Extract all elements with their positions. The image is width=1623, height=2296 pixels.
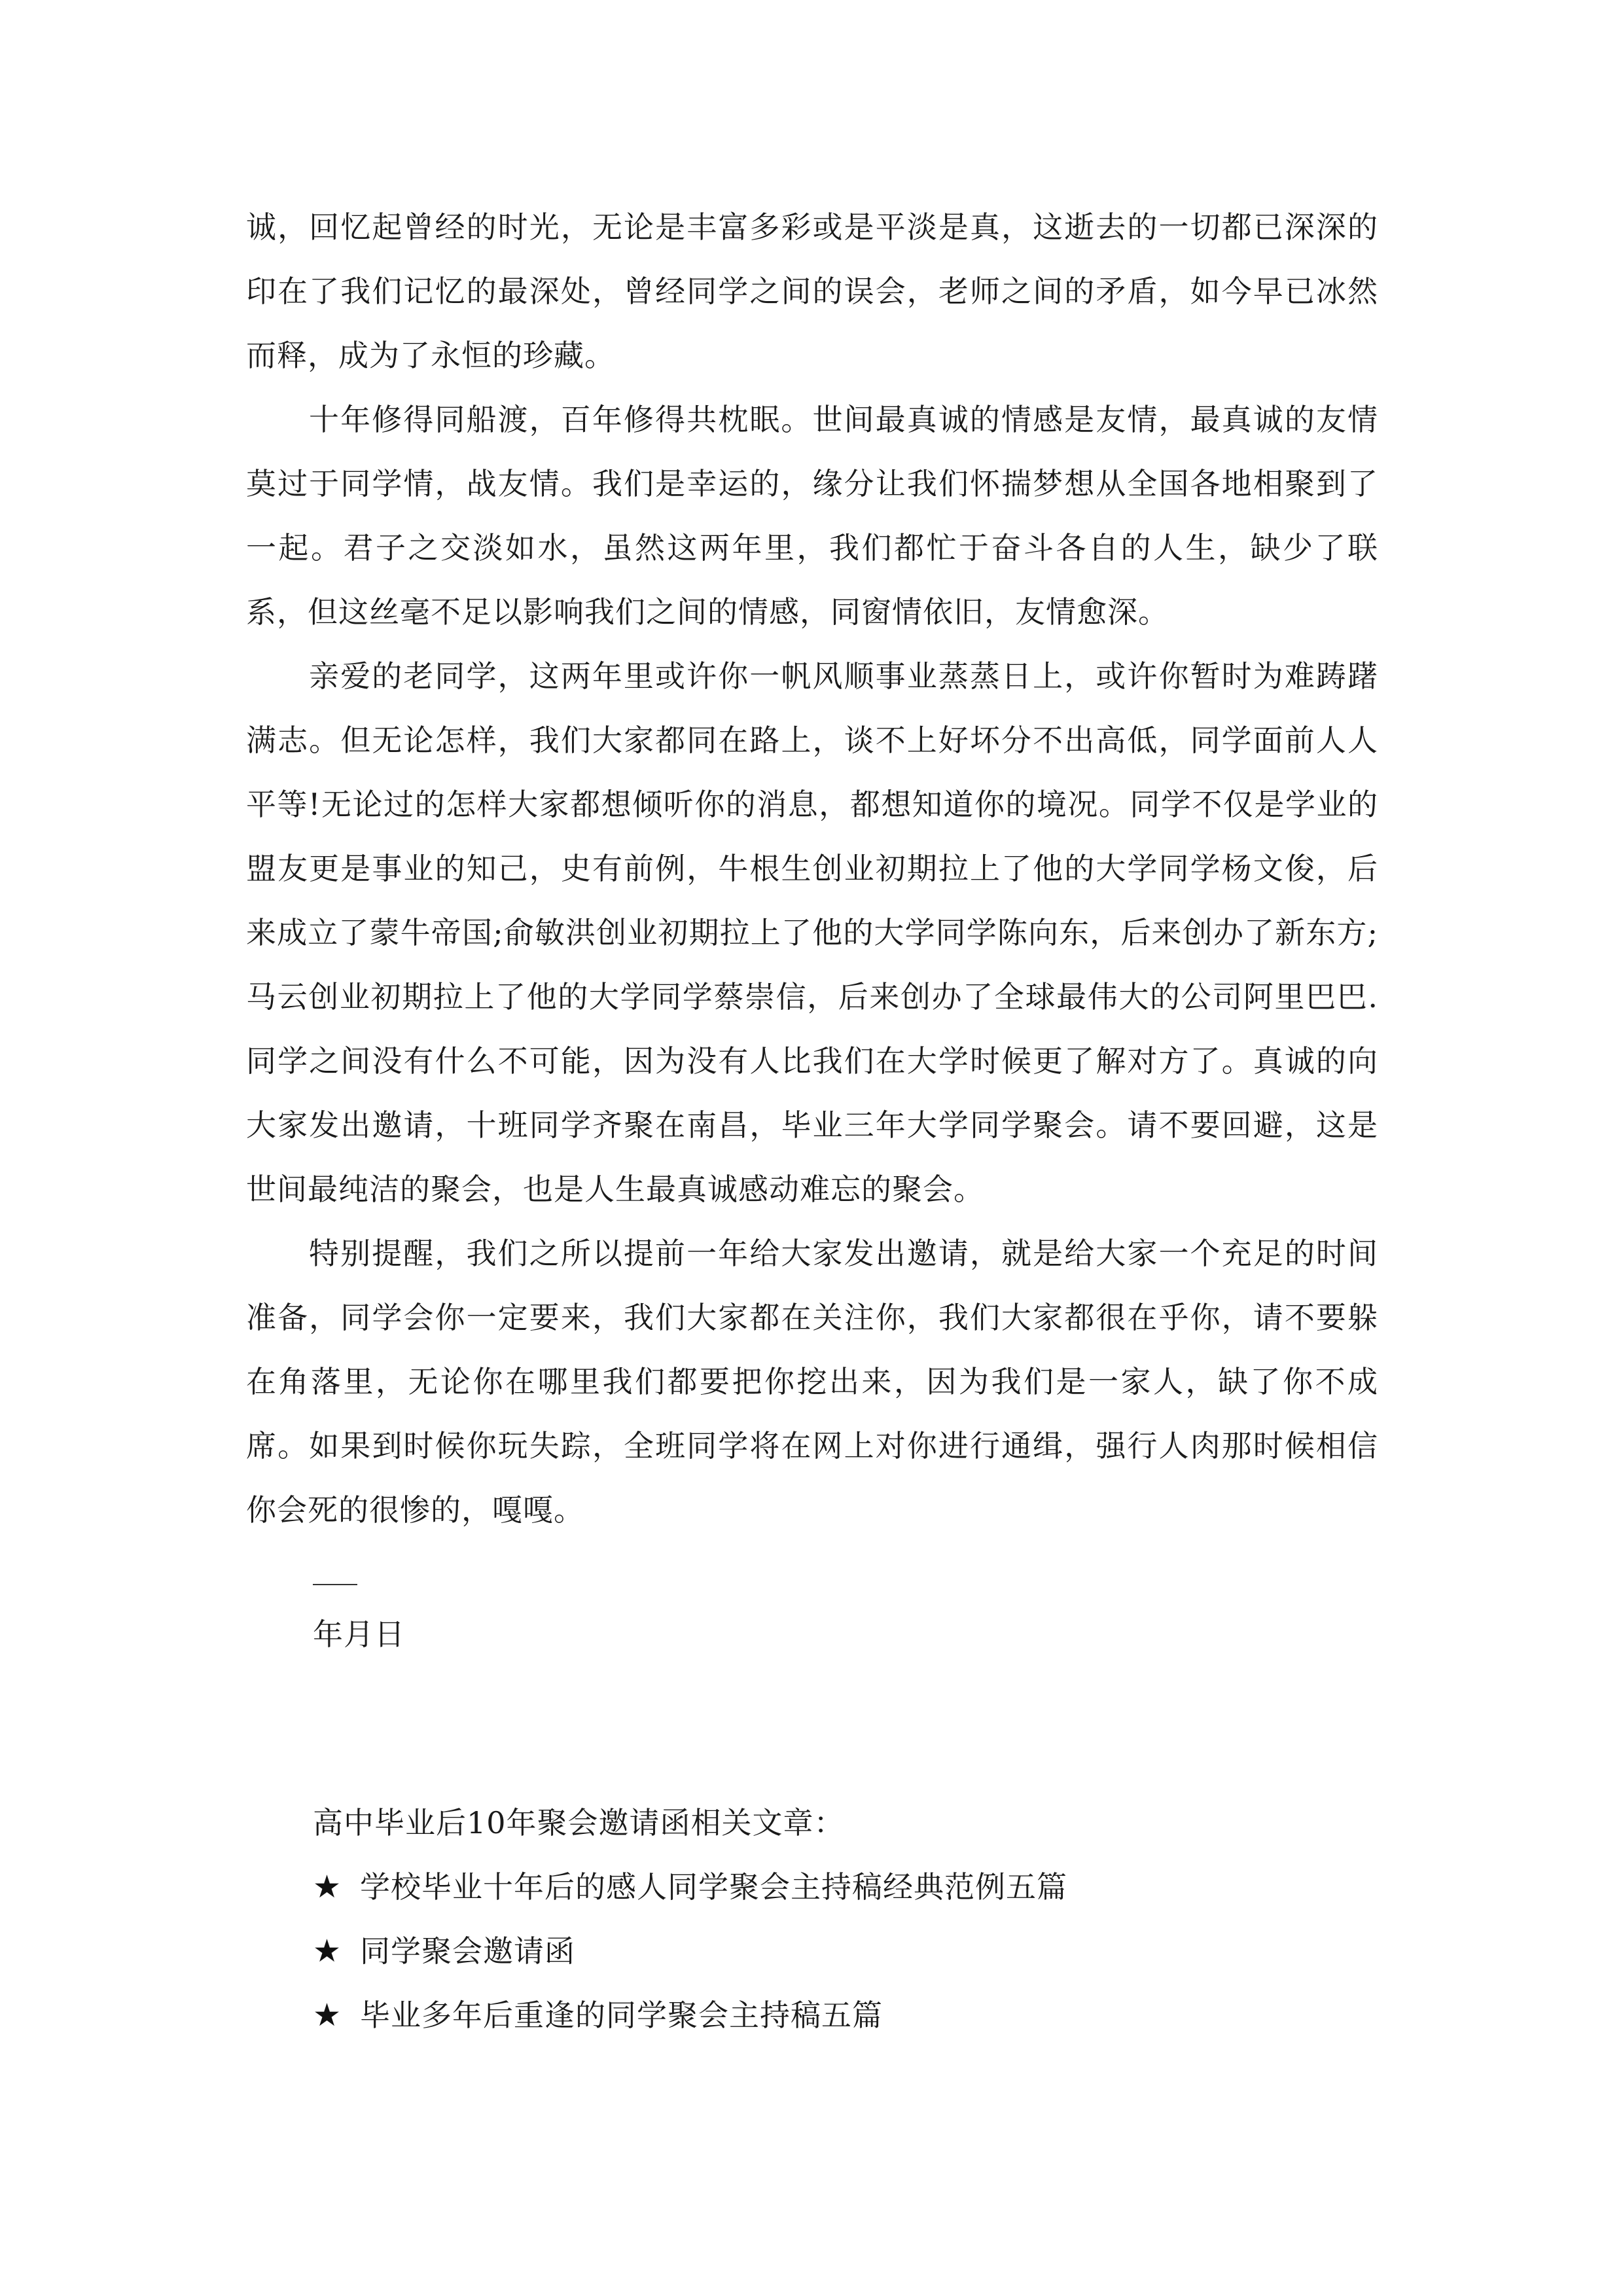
list-item[interactable] bbox=[313, 1983, 1373, 2047]
paragraph-classmates: 亲爱的老同学，这两年里或许你一帆风顺事业蒸蒸日上，或许你暂时为难踌躇满志。但无论怎样，我们大家都同在路上，谈不上好坏分不出高低，同学面前人人平等!无论过的怎样大家都想倾听你的消息，都想知道你的境况。同学不仅是学业的盟友更是事业的知己，史有前例，牛根生创业初期拉上了他的大学同学杨文俊，后来成立了蒙牛帝国;俞敏洪创业初期拉上了他的大学同学陈向东，后来创办了新东方;马云创业初期拉上了他的大学同学蔡崇信，后来创办了全球最伟大的公司阿里巴巴.同学之间没有什么不可能，因为没有人比我们在大学时候更了解对方了。真诚的向大家发出邀请，十班同学齐聚在南昌，毕业三年大学同学聚会。请不要回避，这是世间最纯洁的聚会，也是人生最真诚感动难忘的聚会。 bbox=[246, 658, 1378, 1207]
paragraph-reminder: 特别提醒，我们之所以提前一年给大家发出邀请，就是给大家一个充足的时间准备，同学会你一定要来，我们大家都在关注你，我们大家都很在乎你，请不要躲在角落里，无论你在哪里我们都要把你挖出来，因为我们是一家人，缺了你不成席。如果到时候你玩失踪，全班同学将在网上对你进行通缉，强行人肉那时候相信你会死的很惨的，嘎嘎。 bbox=[246, 1236, 1378, 1528]
star-icon: ★ bbox=[313, 1869, 342, 1905]
signature-line bbox=[313, 1584, 357, 1585]
star-icon: ★ bbox=[313, 1997, 342, 2034]
related-articles-list bbox=[313, 1855, 1373, 2047]
related-article-link[interactable]: 同学聚会邀请函 bbox=[360, 1933, 575, 1969]
related-articles-title: 高中毕业后10年聚会邀请函相关文章： bbox=[313, 1805, 845, 1840]
list-item[interactable] bbox=[313, 1919, 1373, 1983]
star-icon: ★ bbox=[313, 1933, 342, 1969]
date-line: 年月日 bbox=[313, 1617, 405, 1652]
related-article-link[interactable]: 毕业多年后重逢的同学聚会主持稿五篇 bbox=[360, 1998, 883, 2033]
paragraph-friendship: 十年修得同船渡，百年修得共枕眠。世间最真诚的情感是友情，最真诚的友情莫过于同学情，战友情。我们是幸运的，缘分让我们怀揣梦想从全国各地相聚到了一起。君子之交淡如水，虽然这两年里，我们都忙于奋斗各自的人生，缺少了联系，但这丝毫不足以影响我们之间的情感，同窗情依旧，友情愈深。 bbox=[246, 402, 1378, 630]
paragraph-continuation: 诚，回忆起曾经的时光，无论是丰富多彩或是平淡是真，这逝去的一切都已深深的印在了我们记忆的最深处，曾经同学之间的误会，老师之间的矛盾，如今早已冰然而释，成为了永恒的珍藏。 bbox=[246, 209, 1378, 373]
letter-body bbox=[246, 195, 1378, 1542]
list-item[interactable] bbox=[313, 1855, 1373, 1919]
related-articles bbox=[313, 1791, 1373, 2047]
related-article-link[interactable]: 学校毕业十年后的感人同学聚会主持稿经典范例五篇 bbox=[360, 1869, 1067, 1905]
